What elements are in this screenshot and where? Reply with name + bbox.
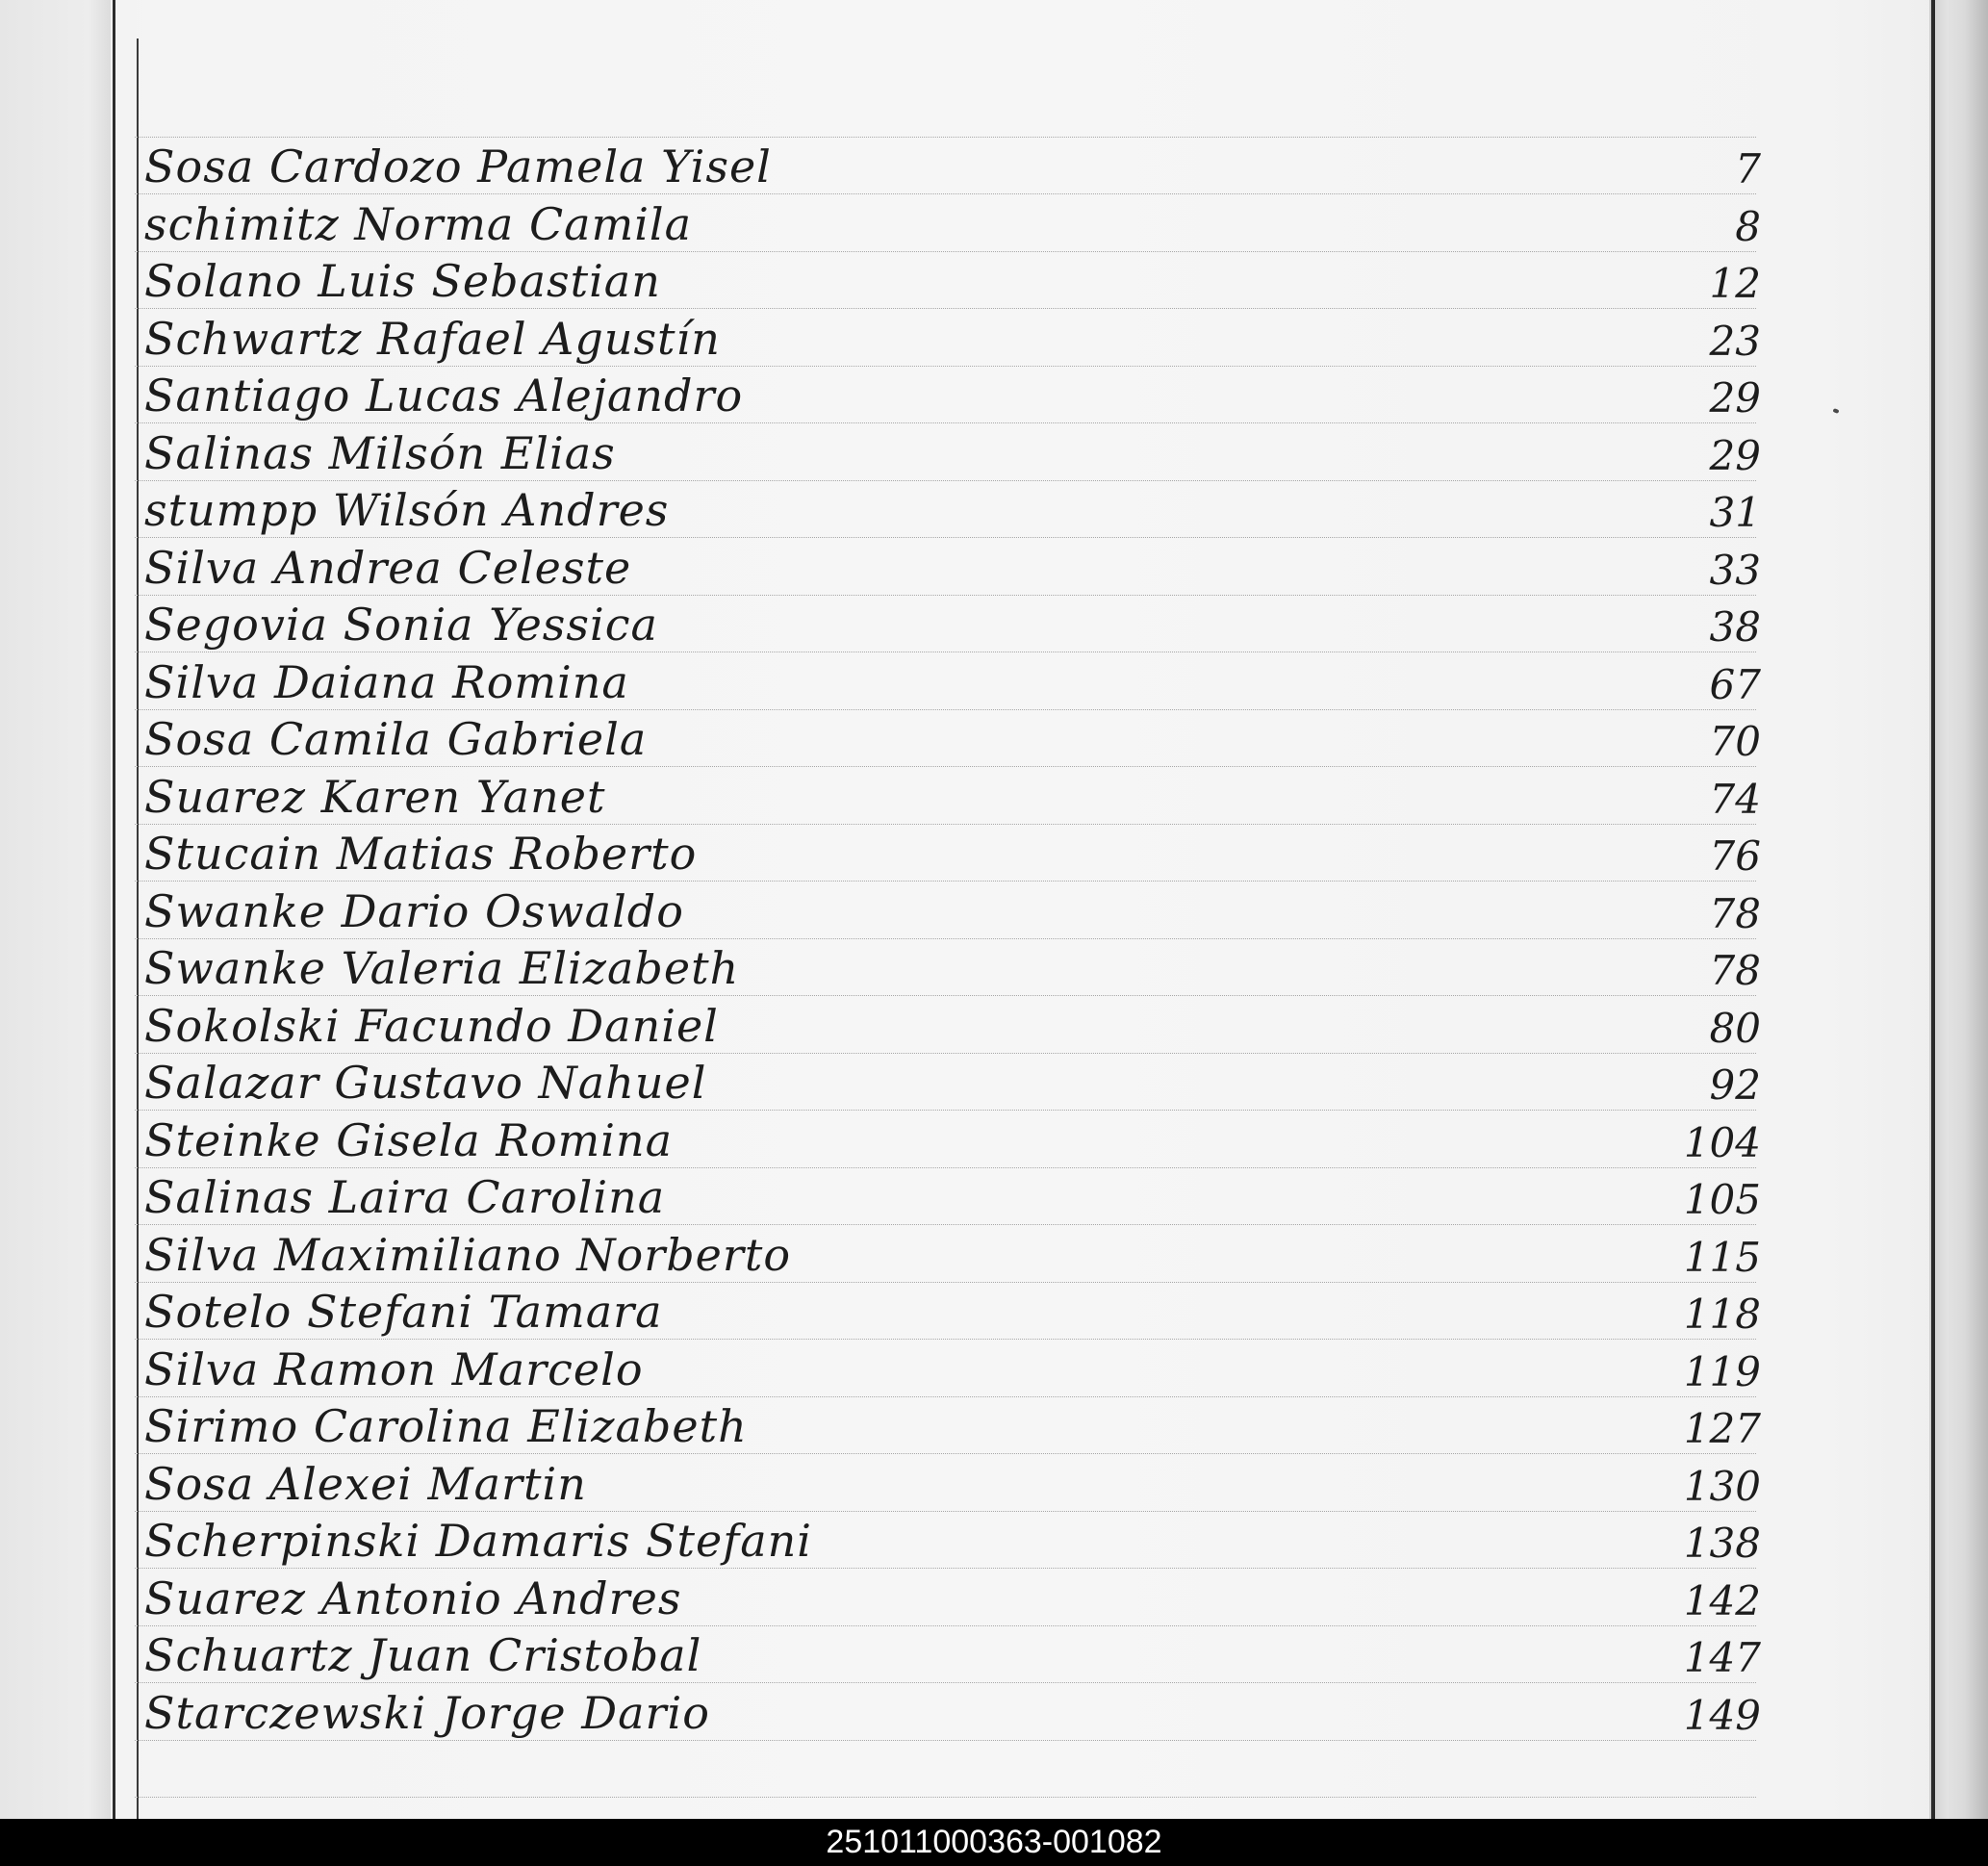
list-item (135, 195, 1771, 252)
entry-name: Swanke Dario Oswaldo (144, 884, 684, 937)
entry-number: 105 (1683, 1176, 1761, 1223)
entry-number: 70 (1709, 718, 1761, 765)
entry-name: schimitz Norma Camila (144, 197, 693, 250)
entry-number: 76 (1709, 832, 1761, 880)
document-code: 251011000363-001082 (826, 1824, 1162, 1860)
list-item (135, 539, 1771, 596)
list-item (135, 596, 1771, 652)
entry-name: Salazar Gustavo Nahuel (144, 1057, 707, 1109)
entry-number: 130 (1683, 1462, 1761, 1510)
list-item (135, 710, 1771, 767)
entry-name: Sosa Camila Gabriela (144, 713, 648, 765)
entry-number: 38 (1709, 603, 1761, 651)
list-item (135, 481, 1771, 538)
entry-name: Schwartz Rafael Agustín (144, 312, 721, 365)
entry-name: Segovia Sonia Yessica (144, 599, 658, 651)
list-item (135, 653, 1771, 710)
list-item (135, 424, 1771, 481)
entry-number: 33 (1709, 546, 1761, 594)
list-item (135, 310, 1771, 367)
list-item (135, 252, 1771, 309)
list-item (135, 1112, 1771, 1168)
entry-number: 119 (1683, 1347, 1761, 1395)
entry-name: Sosa Alexei Martin (144, 1457, 587, 1510)
entry-number: 92 (1709, 1061, 1761, 1109)
list-item (135, 1341, 1771, 1397)
list-item (135, 1626, 1771, 1683)
list-item (135, 997, 1771, 1054)
list-item (135, 1397, 1771, 1454)
list-item (135, 367, 1771, 423)
entry-name: stumpp Wilsón Andres (144, 484, 670, 536)
entry-name: Schuartz Juan Cristobal (144, 1629, 702, 1681)
entry-number: 23 (1709, 317, 1761, 365)
list-item (135, 939, 1771, 996)
right-binding-rule (1931, 0, 1935, 1819)
left-margin-rule (113, 0, 115, 1819)
entry-number: 31 (1709, 489, 1761, 536)
entry-number: 80 (1709, 1004, 1761, 1052)
entry-number: 149 (1683, 1691, 1761, 1739)
left-page-edge (0, 0, 111, 1819)
entry-number: 142 (1683, 1576, 1761, 1624)
entry-name: Starczewski Jorge Dario (144, 1686, 710, 1739)
entry-name: Suarez Antonio Andres (144, 1572, 682, 1624)
entry-number: 12 (1709, 260, 1761, 307)
list-item (135, 1512, 1771, 1569)
list-item (135, 1455, 1771, 1512)
entry-name: Stucain Matias Roberto (144, 828, 698, 880)
entry-name: Sosa Cardozo Pamela Yisel (144, 141, 772, 192)
entry-name: Salinas Milsón Elias (144, 426, 616, 479)
list-item (135, 882, 1771, 939)
entry-name: Sirimo Carolina Elizabeth (144, 1400, 748, 1452)
entry-number: 118 (1683, 1291, 1761, 1338)
entry-number: 138 (1683, 1520, 1761, 1567)
list-item (135, 825, 1771, 882)
entry-number: 74 (1709, 775, 1761, 823)
list-item (135, 1570, 1771, 1626)
entry-name: Steinke Gisela Romina (144, 1113, 674, 1166)
entry-name: Silva Maximiliano Norberto (144, 1228, 792, 1281)
list-item (135, 1283, 1771, 1340)
paper-speck (1832, 408, 1839, 414)
entry-name: Scherpinski Damaris Stefani (144, 1515, 812, 1567)
ruled-line (135, 1797, 1756, 1798)
entry-name: Suarez Karen Yanet (144, 770, 606, 823)
entry-number: 29 (1709, 431, 1761, 479)
entry-name: Santiago Lucas Alejandro (144, 370, 744, 422)
entry-name: Silva Daiana Romina (144, 655, 629, 708)
list-item (135, 1684, 1771, 1741)
entry-number: 78 (1709, 889, 1761, 937)
list-item (135, 1054, 1771, 1111)
entry-number: 67 (1709, 660, 1761, 708)
entry-name: Sotelo Stefani Tamara (144, 1286, 663, 1338)
entry-number: 147 (1683, 1634, 1761, 1681)
entry-name: Swanke Valeria Elizabeth (144, 942, 740, 994)
entry-number: 78 (1709, 947, 1761, 994)
footer-bar (0, 1819, 1988, 1866)
entry-number: 115 (1683, 1233, 1761, 1281)
entry-name: Solano Luis Sebastian (144, 255, 661, 307)
entry-number: 8 (1735, 202, 1761, 250)
entry-number: 7 (1735, 145, 1761, 192)
list-item (135, 768, 1771, 825)
list-item (135, 138, 1771, 194)
entry-number: 127 (1683, 1405, 1761, 1452)
entry-name: Salinas Laira Carolina (144, 1171, 666, 1223)
entry-number: 104 (1683, 1118, 1761, 1166)
entry-name: Silva Andrea Celeste (144, 541, 632, 594)
entry-name: Sokolski Facundo Daniel (144, 999, 719, 1052)
list-item (135, 1226, 1771, 1283)
entry-name: Silva Ramon Marcelo (144, 1342, 644, 1395)
list-item (135, 1168, 1771, 1225)
right-page-edge (1929, 0, 1988, 1819)
entry-number: 29 (1709, 374, 1761, 422)
